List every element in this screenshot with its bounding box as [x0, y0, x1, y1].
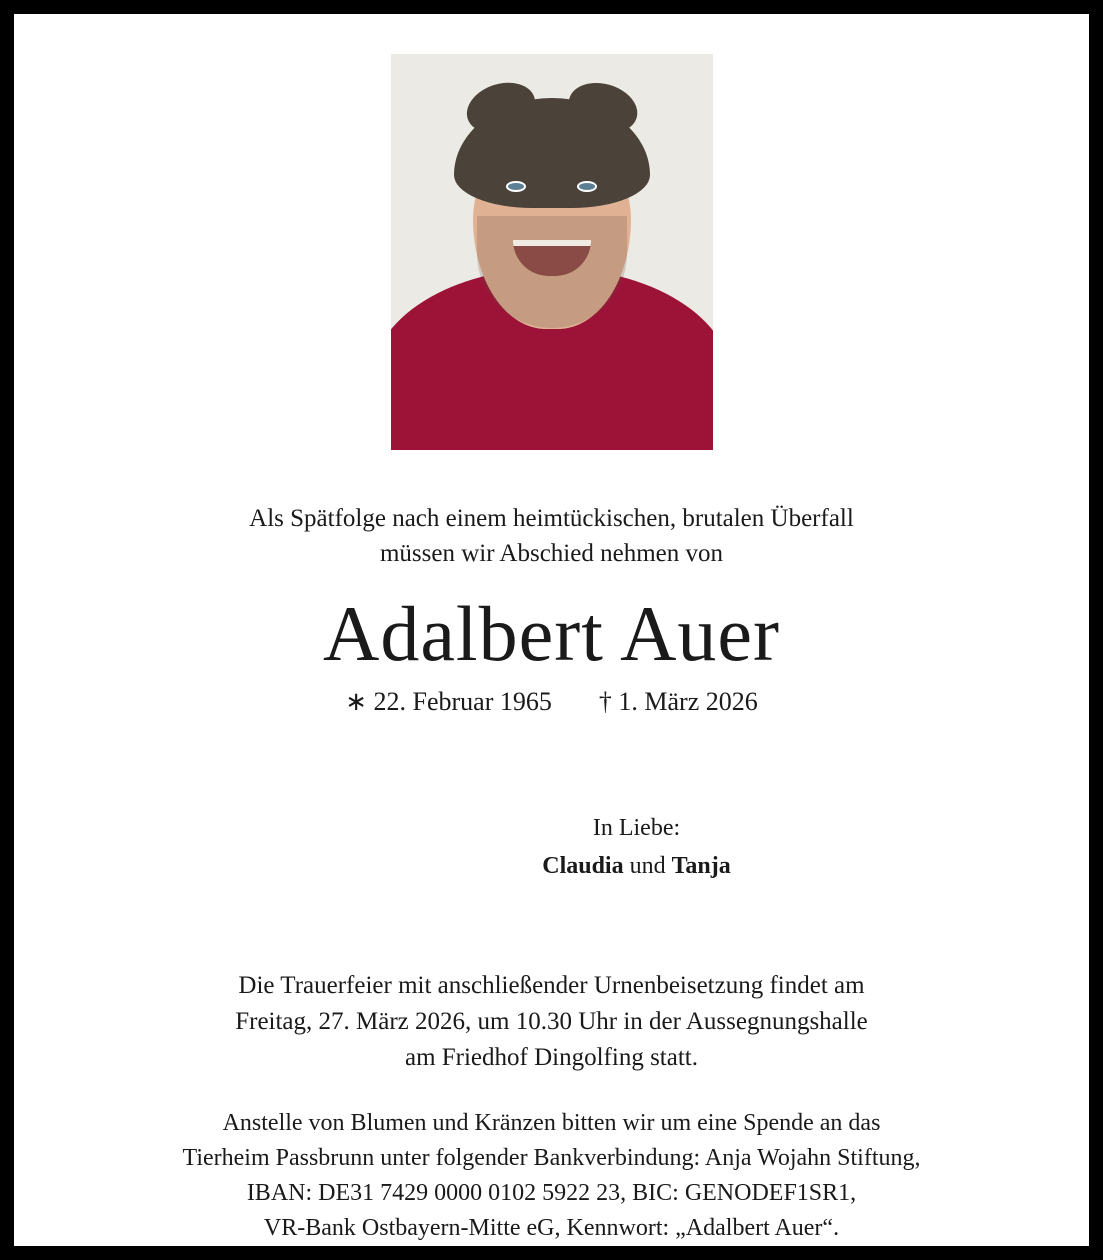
in-love-label: In Liebe:	[592, 814, 681, 841]
donation-line-1: Anstelle von Blumen und Kränzen bitten wir um eine Spende an das	[222, 1110, 881, 1137]
donation-line-2: Tierheim Passbrunn unter folgender Bankverbindung: Anja Wojahn Stiftung,	[182, 1145, 921, 1172]
deceased-name: Adalbert Auer	[322, 590, 780, 677]
intro-text	[249, 502, 854, 571]
portrait-illustration	[391, 54, 713, 450]
service-line-1: Die Trauerfeier mit anschließender Urnenbeisetzung findet am	[238, 971, 865, 999]
survivor-name-2: Tanja	[671, 853, 731, 880]
portrait-eye-left	[506, 181, 526, 192]
survivors-line	[14, 847, 1089, 885]
portrait-photo	[391, 54, 713, 450]
intro-line-1: Als Spätfolge nach einem heimtückischen, brutalen Überfall	[249, 505, 854, 532]
death-date: † 1. März 2026	[598, 686, 758, 716]
birth-date: ∗ 22. Februar 1965	[345, 686, 552, 716]
intro-line-2: müssen wir Abschied nehmen von	[379, 539, 723, 567]
service-details	[235, 968, 868, 1077]
donation-line-3: IBAN: DE31 7429 0000 0102 5922 23, BIC: GENODEF1SR1,	[246, 1180, 857, 1207]
service-line-3: am Friedhof Dingolfing statt.	[404, 1044, 698, 1072]
service-line-2: Freitag, 27. März 2026, um 10.30 Uhr in der Aussegnungshalle	[235, 1007, 868, 1035]
survivor-name-1: Claudia	[542, 853, 624, 880]
survivors-block	[14, 809, 1089, 886]
donation-line-4: VR-Bank Ostbayern-Mitte eG, Kennwort: „Adalbert Auer“.	[263, 1214, 840, 1241]
portrait-hair	[454, 98, 650, 208]
donation-details	[183, 1106, 921, 1245]
life-dates	[345, 687, 758, 717]
portrait-eye-right	[577, 181, 597, 192]
survivor-conjunction: und	[623, 853, 672, 880]
